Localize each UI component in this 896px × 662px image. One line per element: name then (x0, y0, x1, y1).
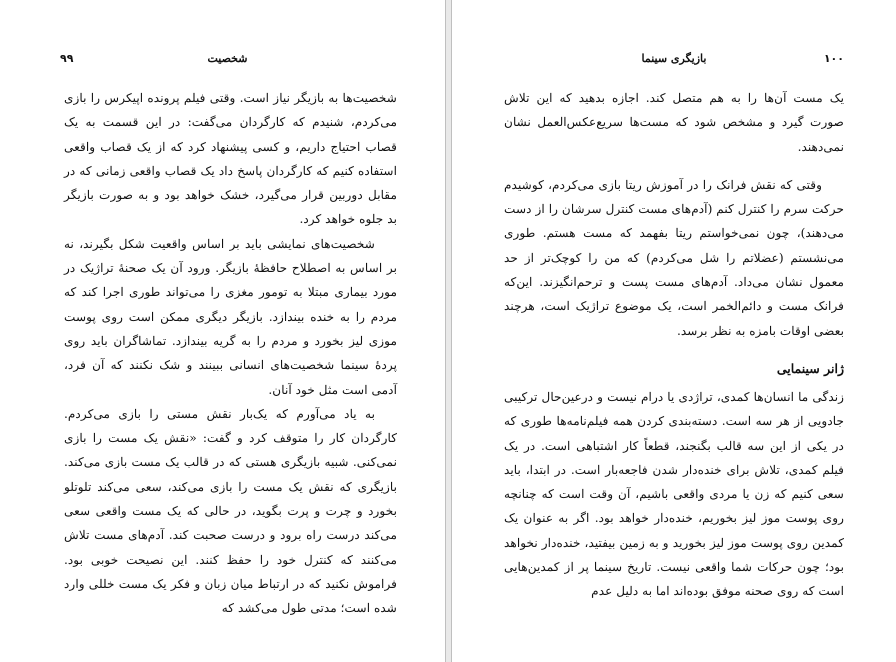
left-page-number: ۹۹ (60, 52, 74, 65)
right-paragraph-2: وقتی که نقش فرانک را در آموزش ریتا بازی می‌کردم، کوشیدم حرکت سرم را کنترل کنم (آدم‌های مست کنترل سرشان را از دست می‌دهند)، چون نمی‌خواستم ریتا بفهمد که مست هستم. طوری می‌نشستم (عضلاتم را شل می‌کردم) که من را کوچک‌تر از حد معمول نشان می‌داد. آدم‌های مست پست و ترحم‌انگیزند. این‌که فرانک مست و دائم‌الخمر است، یک موضوع تراژیک است، هرچند بعضی اوقات بامزه به نظر برسد. (504, 177, 844, 338)
right-page (451, 0, 896, 662)
right-page-body (504, 86, 844, 604)
section-heading: ژانر سینمایی (776, 360, 844, 376)
left-page (0, 0, 446, 662)
left-page-header (60, 52, 395, 70)
left-paragraph-1: شخصیت‌ها به بازیگر نیاز است. وقتی فیلم پرونده اپیکرس را بازی می‌کردم، شنیدم که کارگردان می‌گفت: در این قسمت به یک قصاب احتیاج داریم، و کسی پیشنهاد کرد که از یک قصاب واقعی استفاده کنیم که کارگردان پاسخ داد یک قصاب واقعی زمانی که در مقابل دوربین قرار می‌گیرد، خشک خواهد بود و به صورت بازیگر بد جلوه خواهد کرد. (64, 91, 397, 227)
left-running-title: شخصیت (207, 52, 248, 65)
right-paragraph-3: زندگی ما انسان‌ها کمدی، تراژدی یا درام نیست و درعین‌حال ترکیبی جادویی از هر سه است. دسته‌بندی کردن همه فیلم‌نامه‌ها طوری که در یکی از این سه قالب بگنجند، قطعاً کار اشتباهی است. در یک فیلم کمدی، تلاش برای خنده‌دار شدن فاجعه‌بار است. در ابتدا، باید سعی کنیم که زن یا مردی واقعی باشیم، آن وقت است که چنانچه روی پوست موز لیز بخوریم، خنده‌دار خواهد بود. اگر به عنوان یک کمدین روی پوست موز لیز بخورید و به زمین بیفتید، خنده‌دار نخواهد بود؛ چون حرکات شما واقعی نیست. تاریخ سینما پر از کمدین‌هایی است که روی صحنه موفق بوده‌اند اما به دلیل عدم (504, 389, 844, 599)
left-page-body (64, 86, 397, 621)
right-running-title: بازیگری سینما (641, 52, 707, 65)
left-paragraph-3: به یاد می‌آورم که یک‌بار نقش مستی را بازی می‌کردم. کارگردان کار را متوقف کرد و گفت: «نقش یک مست را بازی نمی‌کنی. شبیه بازیگری هستی که در قالب یک مست بازی می‌کند. بازیگری که نقش یک مست را بازی می‌کند، سعی می‌کند تلوتلو بخورد و چرت و پرت بگوید، در حالی که یک مست واقعی سعی می‌کند درست راه برود و درست صحبت کند. آدم‌های مست تلاش می‌کنند که کنترل خود را حفظ کنند. این نصیحت خوبی بود. فراموش نکنید که در ارتباط میان زبان و فکر یک مست خللی وارد شده است؛ مدتی طول می‌کشد که (64, 406, 397, 616)
left-paragraph-2: شخصیت‌های نمایشی باید بر اساس واقعیت شکل بگیرند، نه بر اساس به اصطلاح حافظهٔ بازیگر. ورود آن یک صحنهٔ تراژیک در مورد بیماری مبتلا به تومور مغزی را می‌تواند طوری اجرا کند که مردم را به خنده بیندازد. بازیگر دیگری ممکن است روی پوست موزی لیز بخورد و مردم را به گریه بیندازد. تماشاگران باید روی پردهٔ سینما شخصیت‌های انسانی ببینند و شک نکنند که آن فرد، آدمی است مثل خود آنان. (64, 236, 397, 397)
right-page-header (504, 52, 844, 70)
paragraph-gap (504, 159, 844, 173)
right-page-number: ۱۰۰ (823, 52, 844, 65)
right-paragraph-1: یک مست آن‌ها را به هم متصل کند. اجازه بدهید که این تلاش صورت گیرد و مشخص شود که مست‌ها سریع‌عکس‌العمل نشان نمی‌دهند. (504, 91, 844, 154)
